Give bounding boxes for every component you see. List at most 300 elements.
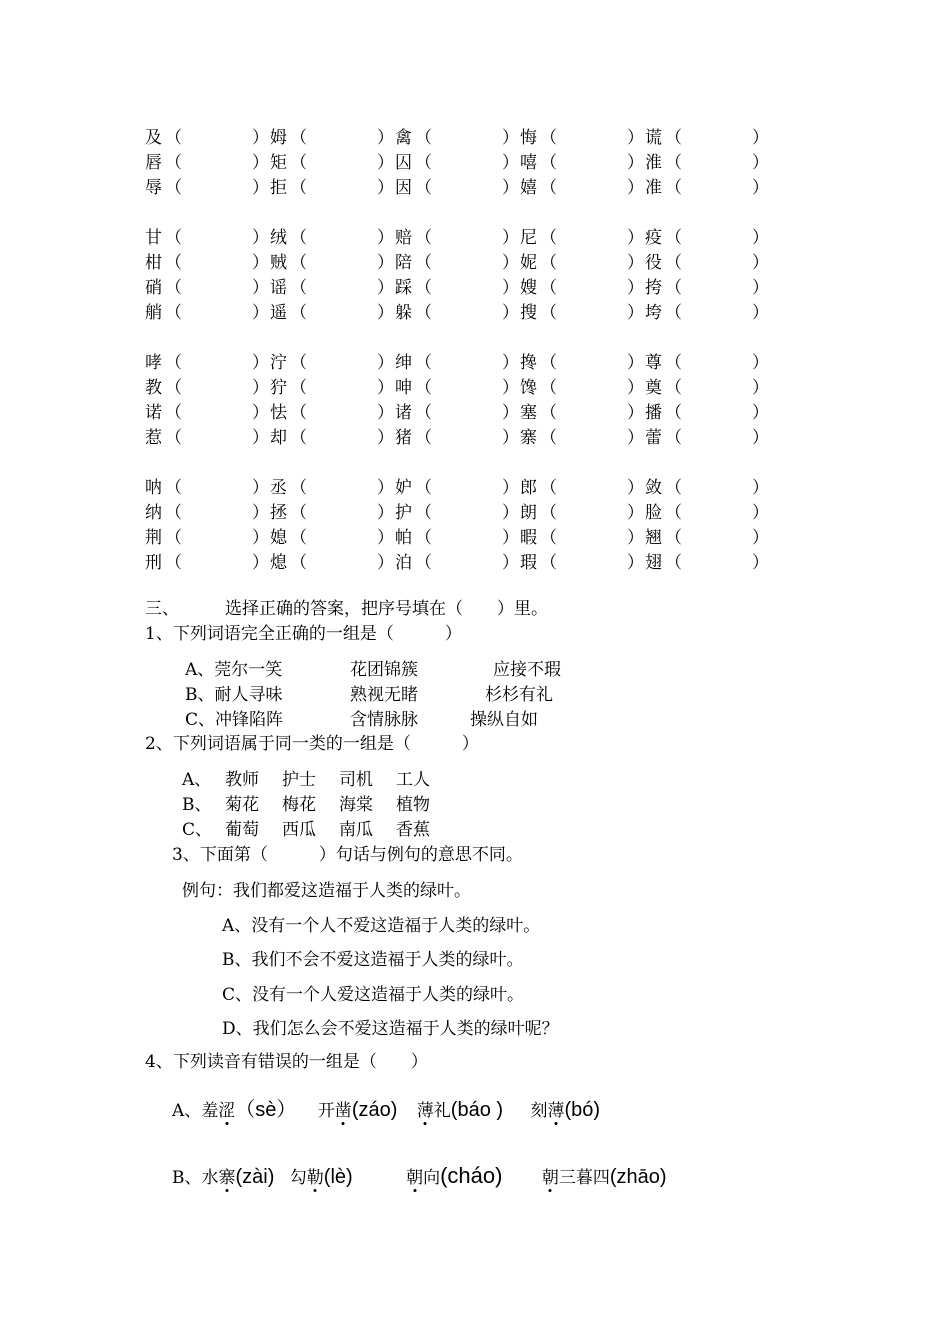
character: 嫂 bbox=[520, 278, 537, 298]
paren-close: ） bbox=[377, 478, 394, 498]
character: 囚 bbox=[395, 153, 412, 173]
character: 呻 bbox=[395, 378, 412, 398]
char-cell bbox=[145, 126, 270, 151]
char-cell bbox=[520, 351, 645, 376]
char-row bbox=[145, 251, 770, 276]
answer-blank[interactable] bbox=[165, 126, 269, 151]
answer-blank[interactable] bbox=[665, 126, 769, 151]
char-cell bbox=[645, 526, 770, 551]
char-row bbox=[145, 126, 770, 151]
char-cell bbox=[395, 376, 520, 401]
character: 暇 bbox=[520, 528, 537, 548]
char-row bbox=[145, 526, 770, 551]
char-cell bbox=[520, 301, 645, 326]
paren-close: ） bbox=[252, 428, 269, 448]
paren-close: ） bbox=[502, 528, 519, 548]
option-label: A、 bbox=[172, 1101, 202, 1121]
answer-blank[interactable] bbox=[415, 401, 519, 426]
character: 陪 bbox=[395, 253, 412, 273]
char-row bbox=[145, 376, 770, 401]
answer-blank[interactable] bbox=[540, 226, 644, 251]
paren-open: （ bbox=[290, 353, 307, 373]
paren-close: ） bbox=[502, 278, 519, 298]
char-cell bbox=[645, 401, 770, 426]
paren-close: ） bbox=[627, 228, 644, 248]
answer-blank[interactable] bbox=[540, 251, 644, 276]
character: 唇 bbox=[145, 153, 162, 173]
paren-close: ） bbox=[752, 228, 769, 248]
char-cell bbox=[645, 351, 770, 376]
paren-open: （ bbox=[415, 153, 432, 173]
char-cell bbox=[520, 476, 645, 501]
character: 狞 bbox=[270, 378, 287, 398]
answer-blank[interactable] bbox=[665, 426, 769, 451]
option-word: 操纵自如 bbox=[470, 710, 538, 730]
char-cell bbox=[645, 276, 770, 301]
char-cell bbox=[145, 526, 270, 551]
paren-close: ） bbox=[627, 303, 644, 323]
char-cell bbox=[395, 126, 520, 151]
char-cell bbox=[520, 226, 645, 251]
answer-blank[interactable] bbox=[165, 526, 269, 551]
char-cell bbox=[145, 376, 270, 401]
option-label: B、 bbox=[185, 685, 215, 705]
option-label: C、 bbox=[185, 710, 216, 730]
question-2-stem: 2、下列词语属于同一类的一组是（ ） bbox=[145, 734, 479, 754]
paren-open: （ bbox=[290, 153, 307, 173]
character: 敛 bbox=[645, 478, 662, 498]
paren-open: （ bbox=[415, 228, 432, 248]
question-4-option-a bbox=[172, 1098, 600, 1124]
char-cell bbox=[270, 151, 395, 176]
option-word: 菊花 bbox=[225, 795, 259, 815]
answer-blank[interactable] bbox=[665, 301, 769, 326]
char-cell bbox=[270, 476, 395, 501]
paren-close: ） bbox=[502, 228, 519, 248]
answer-blank[interactable] bbox=[665, 251, 769, 276]
option-word: 冲锋陷阵 bbox=[215, 710, 284, 730]
character: 护 bbox=[395, 503, 412, 523]
char-cell bbox=[520, 276, 645, 301]
option-word: 教师 bbox=[225, 770, 259, 790]
option-sentence[interactable]: B、我们不会不爱这造福于人类的绿叶。 bbox=[222, 950, 524, 970]
option-word: 杉杉有礼 bbox=[485, 685, 553, 705]
paren-open: （ bbox=[290, 553, 307, 573]
answer-blank[interactable] bbox=[165, 276, 269, 301]
paren-close: ） bbox=[252, 128, 269, 148]
option-word: 熟视无睹 bbox=[350, 685, 418, 705]
paren-close: ） bbox=[752, 128, 769, 148]
option-row[interactable] bbox=[185, 658, 282, 683]
answer-blank[interactable] bbox=[290, 526, 394, 551]
character: 绒 bbox=[270, 228, 287, 248]
option-row[interactable] bbox=[185, 683, 283, 708]
paren-open: （ bbox=[665, 403, 682, 423]
paren-open: （ bbox=[165, 553, 182, 573]
paren-close: ） bbox=[502, 303, 519, 323]
answer-blank[interactable] bbox=[540, 526, 644, 551]
option-sentence[interactable]: D、我们怎么会不爱这造福于人类的绿叶呢？ bbox=[222, 1019, 559, 1039]
paren-open: （ bbox=[290, 278, 307, 298]
dotted-char: 凿 bbox=[334, 1101, 352, 1121]
character: 甘 bbox=[145, 228, 162, 248]
character: 惹 bbox=[145, 428, 162, 448]
char-cell bbox=[520, 551, 645, 576]
answer-blank[interactable] bbox=[665, 526, 769, 551]
paren-open: （ bbox=[290, 528, 307, 548]
paren-open: （ bbox=[290, 228, 307, 248]
answer-blank[interactable] bbox=[665, 501, 769, 526]
answer-blank[interactable] bbox=[165, 176, 269, 201]
character: 蕾 bbox=[645, 428, 662, 448]
character: 怯 bbox=[270, 403, 287, 423]
character: 泊 bbox=[395, 553, 412, 573]
dotted-char: 朝 bbox=[406, 1168, 424, 1188]
char-cell bbox=[145, 151, 270, 176]
option-label[interactable]: B、 bbox=[182, 795, 212, 815]
char-cell bbox=[395, 426, 520, 451]
answer-blank[interactable] bbox=[540, 276, 644, 301]
char-cell bbox=[645, 126, 770, 151]
paren-close: ） bbox=[252, 253, 269, 273]
char-cell bbox=[145, 251, 270, 276]
answer-blank[interactable] bbox=[165, 251, 269, 276]
paren-close: ） bbox=[752, 478, 769, 498]
paren-close: ） bbox=[627, 253, 644, 273]
answer-blank[interactable] bbox=[415, 476, 519, 501]
paren-close: ） bbox=[627, 353, 644, 373]
char-cell bbox=[645, 476, 770, 501]
char-cell bbox=[645, 301, 770, 326]
character: 郎 bbox=[520, 478, 537, 498]
char-cell bbox=[395, 176, 520, 201]
character: 翘 bbox=[645, 528, 662, 548]
character: 刑 bbox=[145, 553, 162, 573]
dotted-char: 寨 bbox=[218, 1168, 236, 1188]
paren-open: （ bbox=[165, 178, 182, 198]
pinyin: (zhāo) bbox=[609, 1166, 667, 1188]
answer-blank[interactable] bbox=[415, 276, 519, 301]
answer-blank[interactable] bbox=[290, 401, 394, 426]
character: 搀 bbox=[520, 353, 537, 373]
paren-open: （ bbox=[165, 253, 182, 273]
paren-close: ） bbox=[752, 528, 769, 548]
paren-close: ） bbox=[627, 153, 644, 173]
paren-open: （ bbox=[540, 353, 557, 373]
char-cell bbox=[270, 226, 395, 251]
char-row bbox=[145, 401, 770, 426]
option-label: A、 bbox=[185, 660, 215, 680]
char-cell bbox=[270, 376, 395, 401]
paren-close: ） bbox=[377, 178, 394, 198]
answer-blank[interactable] bbox=[290, 251, 394, 276]
answer-blank[interactable] bbox=[415, 251, 519, 276]
char-cell bbox=[395, 251, 520, 276]
character: 脸 bbox=[645, 503, 662, 523]
paren-close: ） bbox=[377, 528, 394, 548]
pinyin: （sè） bbox=[235, 1099, 297, 1121]
answer-blank[interactable] bbox=[290, 501, 394, 526]
character: 躲 bbox=[395, 303, 412, 323]
character: 泞 bbox=[270, 353, 287, 373]
answer-blank[interactable] bbox=[665, 376, 769, 401]
character: 纳 bbox=[145, 503, 162, 523]
word-char: 礼 bbox=[433, 1101, 451, 1121]
answer-blank[interactable] bbox=[540, 151, 644, 176]
answer-blank[interactable] bbox=[665, 176, 769, 201]
character: 挎 bbox=[645, 278, 662, 298]
answer-blank[interactable] bbox=[415, 176, 519, 201]
character: 妒 bbox=[395, 478, 412, 498]
paren-close: ） bbox=[377, 553, 394, 573]
paren-close: ） bbox=[627, 128, 644, 148]
character: 尼 bbox=[520, 228, 537, 248]
answer-blank[interactable] bbox=[165, 376, 269, 401]
char-cell bbox=[520, 176, 645, 201]
answer-blank[interactable] bbox=[665, 276, 769, 301]
paren-open: （ bbox=[540, 253, 557, 273]
answer-blank[interactable] bbox=[165, 401, 269, 426]
dotted-char: 朝 bbox=[541, 1168, 559, 1188]
paren-close: ） bbox=[752, 503, 769, 523]
paren-open: （ bbox=[415, 353, 432, 373]
char-cell bbox=[145, 426, 270, 451]
dotted-char: 勒 bbox=[306, 1168, 324, 1188]
answer-blank[interactable] bbox=[290, 351, 394, 376]
character: 搜 bbox=[520, 303, 537, 323]
answer-blank[interactable] bbox=[290, 276, 394, 301]
answer-blank[interactable] bbox=[415, 376, 519, 401]
char-cell bbox=[520, 376, 645, 401]
paren-open: （ bbox=[540, 303, 557, 323]
dotted-char: 薄 bbox=[547, 1101, 565, 1121]
paren-open: （ bbox=[165, 278, 182, 298]
paren-open: （ bbox=[665, 428, 682, 448]
paren-open: （ bbox=[540, 553, 557, 573]
character: 淮 bbox=[645, 153, 662, 173]
answer-blank[interactable] bbox=[665, 401, 769, 426]
answer-blank[interactable] bbox=[290, 151, 394, 176]
paren-open: （ bbox=[665, 378, 682, 398]
answer-blank[interactable] bbox=[415, 526, 519, 551]
answer-blank[interactable] bbox=[165, 351, 269, 376]
paren-open: （ bbox=[540, 278, 557, 298]
answer-blank[interactable] bbox=[540, 401, 644, 426]
paren-close: ） bbox=[627, 278, 644, 298]
paren-open: （ bbox=[415, 178, 432, 198]
character: 柑 bbox=[145, 253, 162, 273]
character: 奠 bbox=[645, 378, 662, 398]
character: 垮 bbox=[645, 303, 662, 323]
option-row[interactable] bbox=[185, 708, 283, 733]
word-char: 三暮四 bbox=[558, 1168, 610, 1188]
paren-open: （ bbox=[415, 503, 432, 523]
answer-blank[interactable] bbox=[290, 301, 394, 326]
answer-blank[interactable] bbox=[165, 476, 269, 501]
answer-blank[interactable] bbox=[415, 426, 519, 451]
character: 贼 bbox=[270, 253, 287, 273]
char-cell bbox=[520, 426, 645, 451]
answer-blank[interactable] bbox=[540, 126, 644, 151]
question-3-example: 例句：我们都爱这造福于人类的绿叶。 bbox=[182, 881, 471, 901]
answer-blank[interactable] bbox=[665, 226, 769, 251]
char-row bbox=[145, 151, 770, 176]
dotted-char: 薄 bbox=[416, 1101, 434, 1121]
paren-open: （ bbox=[415, 528, 432, 548]
char-cell bbox=[145, 476, 270, 501]
answer-blank[interactable] bbox=[165, 226, 269, 251]
character: 丞 bbox=[270, 478, 287, 498]
paren-close: ） bbox=[627, 478, 644, 498]
character: 谣 bbox=[270, 278, 287, 298]
char-cell bbox=[270, 126, 395, 151]
answer-blank[interactable] bbox=[415, 126, 519, 151]
char-row bbox=[145, 426, 770, 451]
option-word: 南瓜 bbox=[339, 820, 373, 840]
paren-open: （ bbox=[540, 378, 557, 398]
character: 拒 bbox=[270, 178, 287, 198]
character: 因 bbox=[395, 178, 412, 198]
paren-open: （ bbox=[540, 478, 557, 498]
answer-blank[interactable] bbox=[165, 426, 269, 451]
char-cell bbox=[645, 151, 770, 176]
section-number: 三、 bbox=[145, 599, 179, 619]
answer-blank[interactable] bbox=[665, 151, 769, 176]
paren-close: ） bbox=[627, 378, 644, 398]
char-cell bbox=[645, 226, 770, 251]
char-cell bbox=[645, 426, 770, 451]
answer-blank[interactable] bbox=[415, 301, 519, 326]
char-row bbox=[145, 476, 770, 501]
answer-blank[interactable] bbox=[415, 501, 519, 526]
char-row bbox=[145, 226, 770, 251]
answer-blank[interactable] bbox=[665, 551, 769, 576]
answer-blank[interactable] bbox=[415, 551, 519, 576]
char-cell bbox=[395, 276, 520, 301]
paren-close: ） bbox=[752, 378, 769, 398]
answer-blank[interactable] bbox=[540, 501, 644, 526]
paren-open: （ bbox=[290, 303, 307, 323]
answer-blank[interactable] bbox=[290, 176, 394, 201]
char-cell bbox=[395, 226, 520, 251]
paren-open: （ bbox=[165, 428, 182, 448]
paren-open: （ bbox=[665, 353, 682, 373]
paren-close: ） bbox=[252, 378, 269, 398]
char-cell bbox=[645, 376, 770, 401]
pinyin: (zài) bbox=[235, 1166, 275, 1188]
answer-blank[interactable] bbox=[665, 476, 769, 501]
paren-open: （ bbox=[165, 378, 182, 398]
paren-close: ） bbox=[252, 228, 269, 248]
answer-blank[interactable] bbox=[665, 351, 769, 376]
paren-close: ） bbox=[252, 528, 269, 548]
character: 馋 bbox=[520, 378, 537, 398]
paren-close: ） bbox=[377, 153, 394, 173]
answer-blank[interactable] bbox=[415, 151, 519, 176]
paren-open: （ bbox=[165, 303, 182, 323]
char-group bbox=[145, 476, 770, 576]
character: 寨 bbox=[520, 428, 537, 448]
paren-close: ） bbox=[627, 428, 644, 448]
char-cell bbox=[145, 226, 270, 251]
char-row bbox=[145, 176, 770, 201]
word-char: 羞 bbox=[201, 1101, 219, 1121]
paren-close: ） bbox=[627, 503, 644, 523]
char-cell bbox=[645, 251, 770, 276]
option-word: 工人 bbox=[396, 770, 430, 790]
char-cell bbox=[270, 526, 395, 551]
answer-blank[interactable] bbox=[165, 501, 269, 526]
answer-blank[interactable] bbox=[290, 376, 394, 401]
paren-close: ） bbox=[502, 403, 519, 423]
option-word: 耐人寻味 bbox=[214, 685, 283, 705]
option-label[interactable]: C、 bbox=[182, 820, 213, 840]
paren-open: （ bbox=[665, 503, 682, 523]
question-1-stem: 1、下列词语完全正确的一组是（ ） bbox=[145, 624, 462, 644]
char-row bbox=[145, 276, 770, 301]
answer-blank[interactable] bbox=[540, 376, 644, 401]
char-cell bbox=[395, 151, 520, 176]
option-word: 莞尔一笑 bbox=[214, 660, 283, 680]
answer-blank[interactable] bbox=[165, 301, 269, 326]
answer-blank[interactable] bbox=[540, 476, 644, 501]
answer-blank[interactable] bbox=[290, 126, 394, 151]
word-char: 向 bbox=[423, 1168, 441, 1188]
answer-blank[interactable] bbox=[540, 551, 644, 576]
option-sentence[interactable]: C、没有一个人爱这造福于人类的绿叶。 bbox=[222, 985, 525, 1005]
character: 荆 bbox=[145, 528, 162, 548]
paren-close: ） bbox=[377, 253, 394, 273]
char-cell bbox=[145, 276, 270, 301]
char-cell bbox=[395, 401, 520, 426]
answer-blank[interactable] bbox=[165, 551, 269, 576]
character: 准 bbox=[645, 178, 662, 198]
answer-blank[interactable] bbox=[540, 176, 644, 201]
paren-close: ） bbox=[252, 553, 269, 573]
char-cell bbox=[270, 501, 395, 526]
option-word: 含情脉脉 bbox=[350, 710, 418, 730]
answer-blank[interactable] bbox=[290, 426, 394, 451]
option-word: 司机 bbox=[339, 770, 373, 790]
paren-open: （ bbox=[665, 553, 682, 573]
answer-blank[interactable] bbox=[540, 351, 644, 376]
paren-open: （ bbox=[665, 128, 682, 148]
answer-blank[interactable] bbox=[415, 226, 519, 251]
char-cell bbox=[395, 476, 520, 501]
paren-open: （ bbox=[290, 253, 307, 273]
section-3-heading bbox=[145, 597, 548, 622]
answer-blank[interactable] bbox=[290, 226, 394, 251]
answer-blank[interactable] bbox=[540, 426, 644, 451]
answer-blank[interactable] bbox=[540, 301, 644, 326]
paren-open: （ bbox=[665, 253, 682, 273]
answer-blank[interactable] bbox=[290, 476, 394, 501]
option-word: 西瓜 bbox=[282, 820, 316, 840]
answer-blank[interactable] bbox=[415, 351, 519, 376]
option-label[interactable]: A、 bbox=[182, 770, 212, 790]
option-sentence[interactable]: A、没有一个人不爱这造福于人类的绿叶。 bbox=[222, 916, 541, 936]
paren-close: ） bbox=[752, 303, 769, 323]
character: 诸 bbox=[395, 403, 412, 423]
char-cell bbox=[395, 526, 520, 551]
paren-close: ） bbox=[627, 403, 644, 423]
answer-blank[interactable] bbox=[165, 151, 269, 176]
paren-open: （ bbox=[415, 553, 432, 573]
option-word: 香蕉 bbox=[396, 820, 430, 840]
answer-blank[interactable] bbox=[290, 551, 394, 576]
char-row bbox=[145, 551, 770, 576]
paren-close: ） bbox=[252, 178, 269, 198]
